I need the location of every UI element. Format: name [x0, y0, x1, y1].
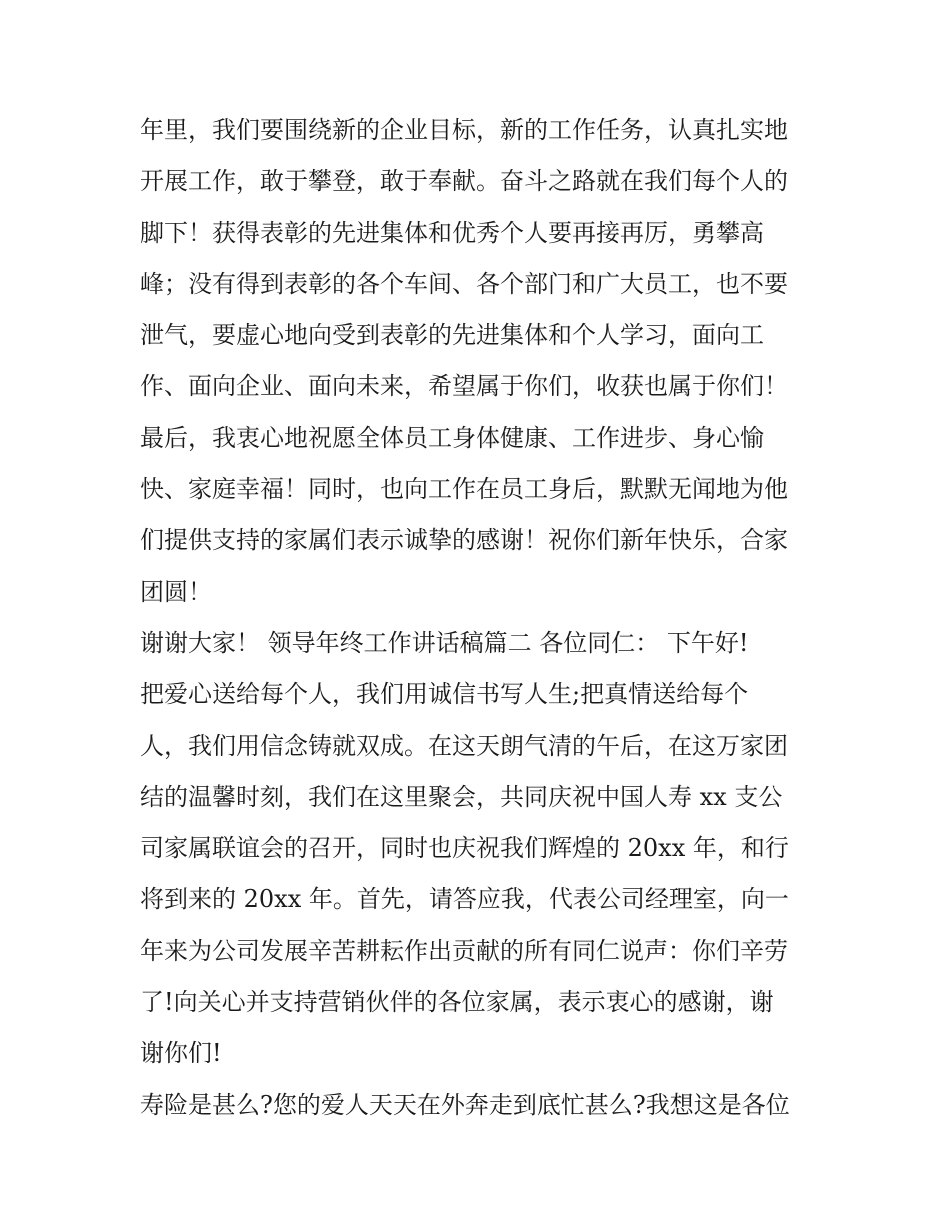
text-line: 泄气，要虚心地向受到表彰的先进集体和个人学习，面向工: [140, 321, 764, 350]
text-line: 开展工作，敢于攀登，敢于奉献。奋斗之路就在我们每个人的: [140, 167, 788, 196]
text-line: 脚下！获得表彰的先进集体和优秀个人要再接再厉，勇攀高: [140, 218, 764, 247]
text-line: 把爱心送给每个人，我们用诚信书写人生;把真情送给每个: [140, 680, 749, 709]
text-line: 寿险是甚么?您的爱人天天在外奔走到底忙甚么?我想这是各位: [140, 1090, 790, 1119]
text-line: 最后，我衷心地祝愿全体员工身体健康、工作进步、身心愉: [140, 423, 764, 452]
text-line: 团圆！: [140, 577, 212, 606]
text-line: 人，我们用信念铸就双成。在这天朗气清的午后，在这万家团: [140, 731, 788, 760]
text-line: 司家属联谊会的召开，同时也庆祝我们辉煌的 20xx 年，和行: [140, 834, 789, 863]
body-text: [140, 105, 840, 1131]
text-line: 了!向关心并支持营销伙伴的各位家属，表示衷心的感谢，谢: [140, 988, 774, 1017]
text-line: 谢你们!: [140, 1039, 222, 1068]
text-line: 结的温馨时刻，我们在这里聚会，共同庆祝中国人寿 xx 支公: [140, 782, 783, 811]
text-line: 谢谢大家！ 领导年终工作讲话稿篇二 各位同仁： 下午好!: [140, 628, 749, 657]
text-line: 快、家庭幸福！同时，也向工作在员工身后，默默无闻地为他: [140, 475, 788, 504]
text-line: 作、面向企业、面向未来，希望属于你们，收获也属于你们！: [140, 372, 788, 401]
text-line: 将到来的 20xx 年。首先，请答应我，代表公司经理室，向一: [140, 885, 789, 914]
text-line: 峰；没有得到表彰的各个车间、各个部门和广大员工，也不要: [140, 269, 788, 298]
text-line: 年来为公司发展辛苦耕耘作出贡献的所有同仁说声：你们辛劳: [140, 936, 788, 965]
text-line: 年里，我们要围绕新的企业目标，新的工作任务，认真扎实地: [140, 116, 788, 144]
text-line: 们提供支持的家属们表示诚挚的感谢！祝你们新年快乐，合家: [140, 526, 788, 555]
